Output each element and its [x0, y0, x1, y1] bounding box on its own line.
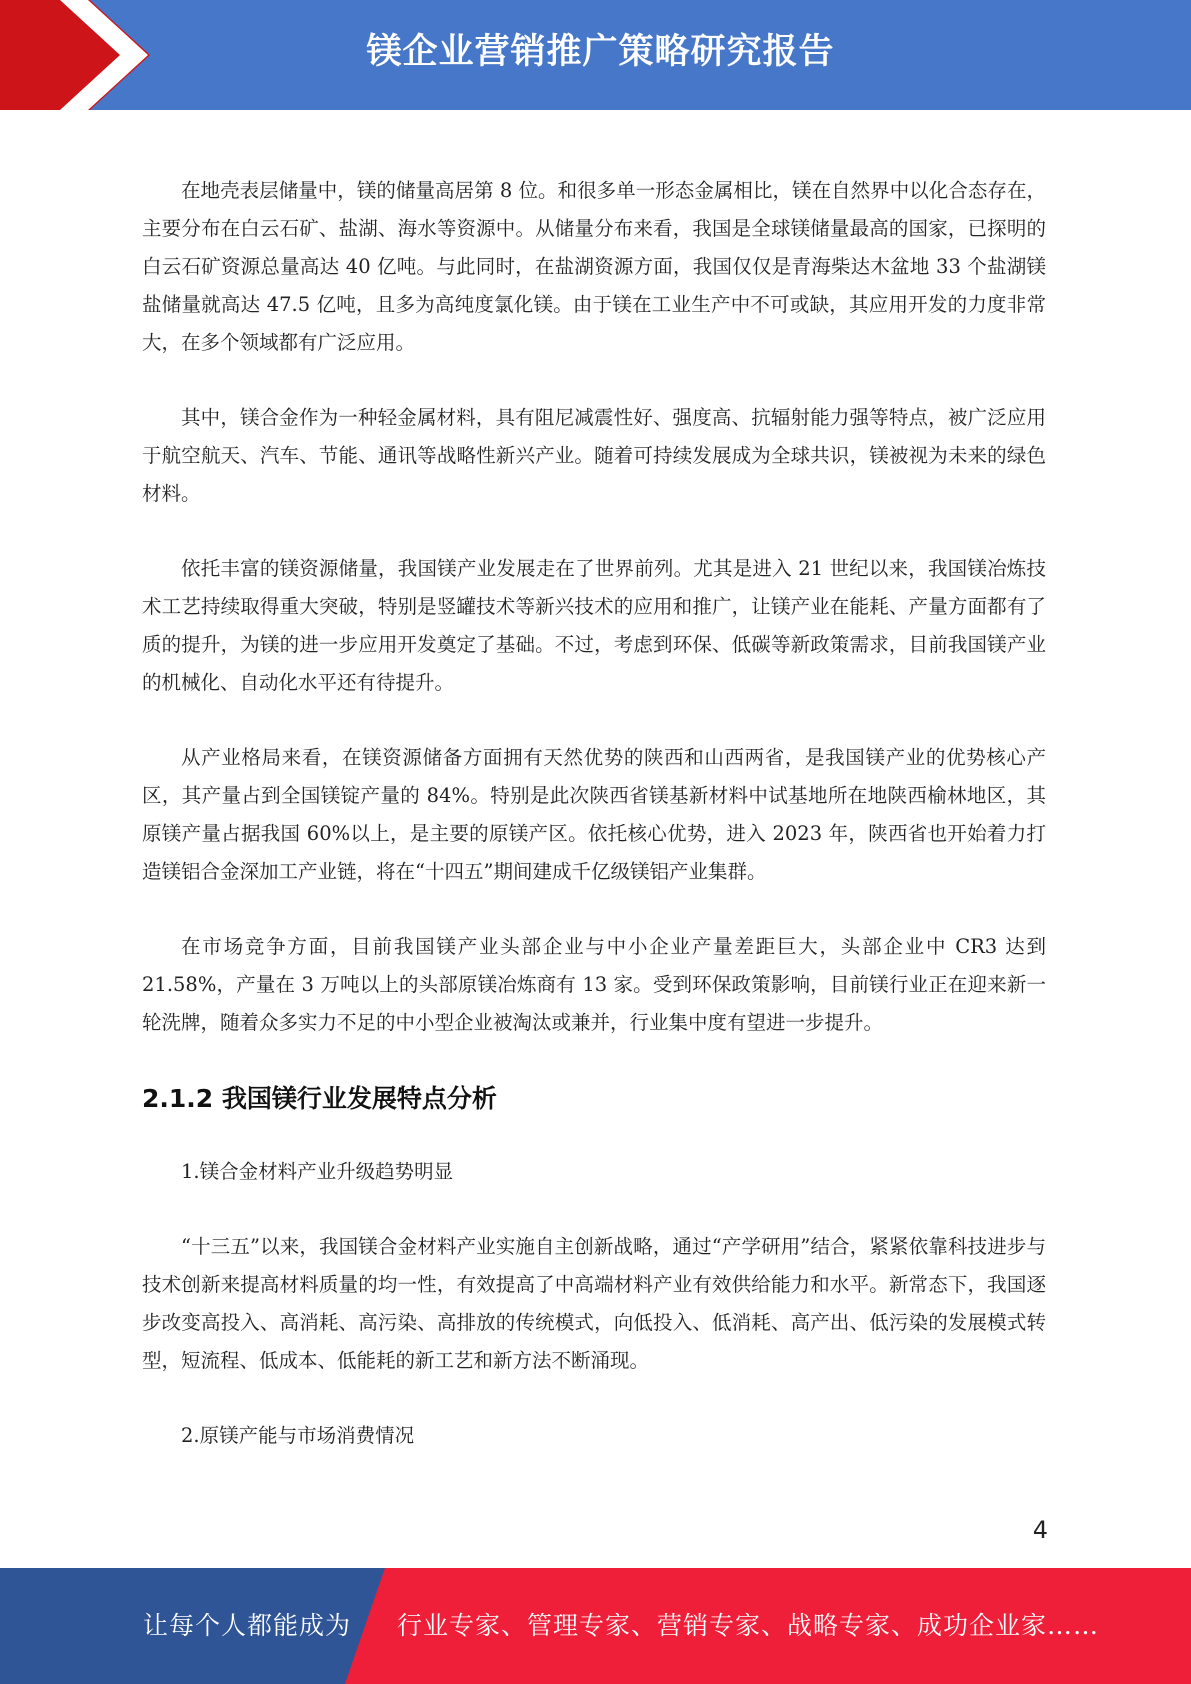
section-heading: 2.1.2 我国镁行业发展特点分析: [142, 1084, 497, 1113]
page-footer: [0, 1568, 1191, 1684]
body-paragraph-5: 在市场竞争方面，目前我国镁产业头部企业与中小企业产量差距巨大，头部企业中 CR3 达到 21.58%，产量在 3 万吨以上的头部原镁冶炼商有 13 家。受到环保政策影响，目前镁行业正在迎来新一轮洗牌，随着众多实力不足的中小型企业被淘汰或兼并，行业集中度有望进一步提升。: [142, 935, 1046, 1034]
body-paragraph-4: 从产业格局来看，在镁资源储备方面拥有天然优势的陕西和山西两省，是我国镁产业的优势核心产区，其产量占到全国镁锭产量的 84%。特别是此次陕西省镁基新材料中试基地所在地陕西榆林地区，其原镁产量占据我国 60%以上，是主要的原镁产区。依托核心优势，进入 2023 年，陕西省也开始着力打造镁铝合金深加工产业链，将在“十四五”期间建成千亿级镁铝产业集群。: [142, 746, 1046, 883]
body-paragraph-6: “十三五”以来，我国镁合金材料产业实施自主创新战略，通过“产学研用”结合，紧紧依靠科技进步与技术创新来提高材料质量的均一性，有效提高了中高端材料产业有效供给能力和水平。新常态下，我国逐步改变高投入、高消耗、高污染、高排放的传统模式，向低投入、低消耗、高产出、低污染的发展模式转型，短流程、低成本、低能耗的新工艺和新方法不断涌现。: [142, 1235, 1046, 1372]
footer-slogan-left: 让每个人都能成为: [143, 1611, 352, 1640]
footer-slogan-right: 行业专家、管理专家、营销专家、战略专家、成功企业家……: [397, 1611, 1100, 1640]
subsection-title-2: 2.原镁产能与市场消费情况: [181, 1424, 415, 1447]
document-body: [142, 172, 1046, 1492]
subsection-title-1: 1.镁合金材料产业升级趋势明显: [181, 1160, 454, 1183]
page-header: [0, 0, 1191, 110]
body-paragraph-3: 依托丰富的镁资源储量，我国镁产业发展走在了世界前列。尤其是进入 21 世纪以来，我国镁冶炼技术工艺持续取得重大突破，特别是竖罐技术等新兴技术的应用和推广，让镁产业在能耗、产量方面都有了质的提升，为镁的进一步应用开发奠定了基础。不过，考虑到环保、低碳等新政策需求，目前我国镁产业的机械化、自动化水平还有待提升。: [142, 557, 1046, 694]
report-title: 镁企业营销推广策略研究报告: [366, 32, 835, 72]
page-number: 4: [1032, 1516, 1048, 1544]
body-paragraph-2: 其中，镁合金作为一种轻金属材料，具有阻尼减震性好、强度高、抗辐射能力强等特点，被广泛应用于航空航天、汽车、节能、通讯等战略性新兴产业。随着可持续发展成为全球共识，镁被视为未来的绿色材料。: [142, 406, 1046, 505]
body-paragraph-1: 在地壳表层储量中，镁的储量高居第 8 位。和很多单一形态金属相比，镁在自然界中以化合态存在，主要分布在白云石矿、盐湖、海水等资源中。从储量分布来看，我国是全球镁储量最高的国家，已探明的白云石矿资源总量高达 40 亿吨。与此同时，在盐湖资源方面，我国仅仅是青海柴达木盆地 33 个盐湖镁盐储量就高达 47.5 亿吨，且多为高纯度氯化镁。由于镁在工业生产中不可或缺，其应用开发的力度非常大，在多个领域都有广泛应用。: [142, 179, 1046, 354]
